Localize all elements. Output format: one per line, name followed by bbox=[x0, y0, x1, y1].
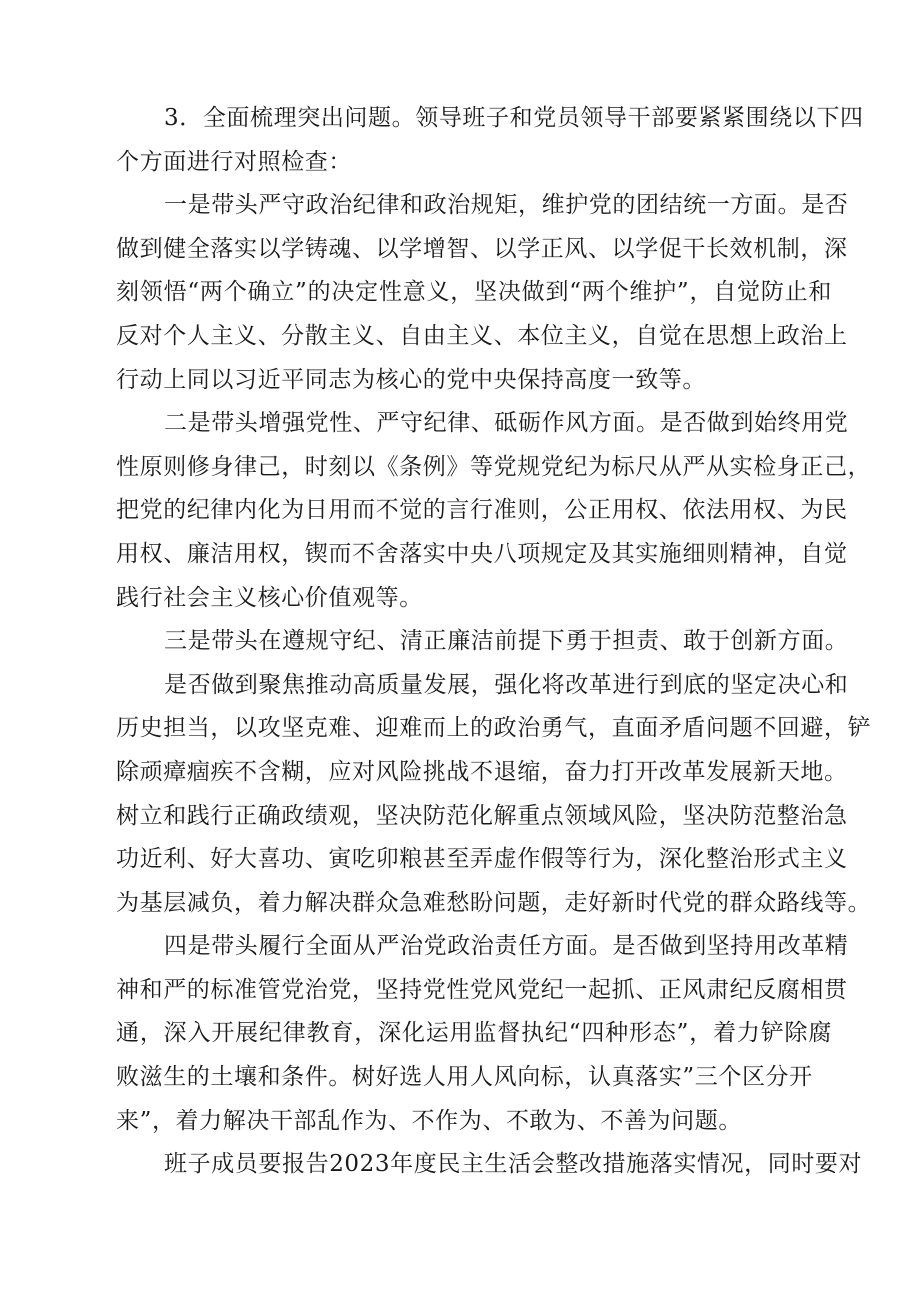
text-line: 除顽瘴痼疾不含糊，应对风险挑战不退缩，奋力打开改革发展新天地。 bbox=[116, 758, 848, 785]
text-line: 功近利、好大喜功、寅吃卯粮甚至弄虚作假等行为，深化整治形式主义 bbox=[116, 846, 848, 873]
text-line: 做到健全落实以学铸魂、以学增智、以学正风、以学促干长效机制，深 bbox=[116, 235, 848, 262]
text-line: 行动上同以习近平同志为核心的党中央保持高度一致等。 bbox=[116, 366, 706, 393]
text-line: 班子成员要报告2023年度民主生活会整改措施落实情况，同时要对 bbox=[164, 1151, 863, 1178]
text-line: 三是带头在遵规守纪、清正廉洁前提下勇于担责、敢于创新方面。 bbox=[164, 628, 849, 655]
text-line: 历史担当，以攻坚克难、迎难而上的政治勇气，直面矛盾问题不回避，铲 bbox=[116, 715, 872, 742]
document-body bbox=[116, 97, 872, 1187]
text-line: 性原则修身律己，时刻以《条例》等党规党纪为标尺从严从实检身正己， bbox=[116, 453, 872, 480]
text-line: 四是带头履行全面从严治党政治责任方面。是否做到坚持用改革精 bbox=[164, 933, 849, 960]
text-line: 用权、廉洁用权，锲而不舍落实中央八项规定及其实施细则精神，自觉 bbox=[116, 540, 848, 567]
text-line: 为基层减负，着力解决群众急难愁盼问题，走好新时代党的群众路线等。 bbox=[116, 889, 872, 916]
text-line: 3．全面梳理突出问题。领导班子和党员领导干部要紧紧围绕以下四 bbox=[164, 105, 864, 131]
text-line: 践行社会主义核心价值观等。 bbox=[116, 584, 423, 611]
text-line: 一是带头严守政治纪律和政治规矩，维护党的团结统一方面。是否 bbox=[164, 192, 849, 219]
text-line: 个方面进行对照检查： bbox=[116, 148, 352, 175]
text-line: 神和严的标准管党治党，坚持党性党风党纪一起抓、正风肃纪反腐相贯 bbox=[116, 976, 848, 1003]
text-line: 来”，着力解决干部乱作为、不作为、不敢为、不善为问题。 bbox=[116, 1107, 742, 1134]
text-line: 树立和践行正确政绩观，坚决防范化解重点领域风险，坚决防范整治急 bbox=[116, 802, 848, 829]
text-line: 通，深入开展纪律教育，深化运用监督执纪“四种形态”，着力铲除腐 bbox=[116, 1020, 832, 1047]
text-line: 二是带头增强党性、严守纪律、砥砺作风方面。是否做到始终用党 bbox=[164, 410, 849, 437]
text-line: 刻领悟“两个确立”的决定性意义，坚决做到“两个维护”，自觉防止和 bbox=[116, 279, 832, 306]
text-line: 反对个人主义、分散主义、自由主义、本位主义，自觉在思想上政治上 bbox=[116, 322, 848, 349]
text-line: 是否做到聚焦推动高质量发展，强化将改革进行到底的坚定决心和 bbox=[164, 671, 849, 698]
text-line: 败滋生的土壤和条件。树好选人用人风向标，认真落实”三个区分开 bbox=[116, 1064, 813, 1091]
text-line: 把党的纪律内化为日用而不觉的言行准则，公正用权、依法用权、为民 bbox=[116, 497, 848, 524]
